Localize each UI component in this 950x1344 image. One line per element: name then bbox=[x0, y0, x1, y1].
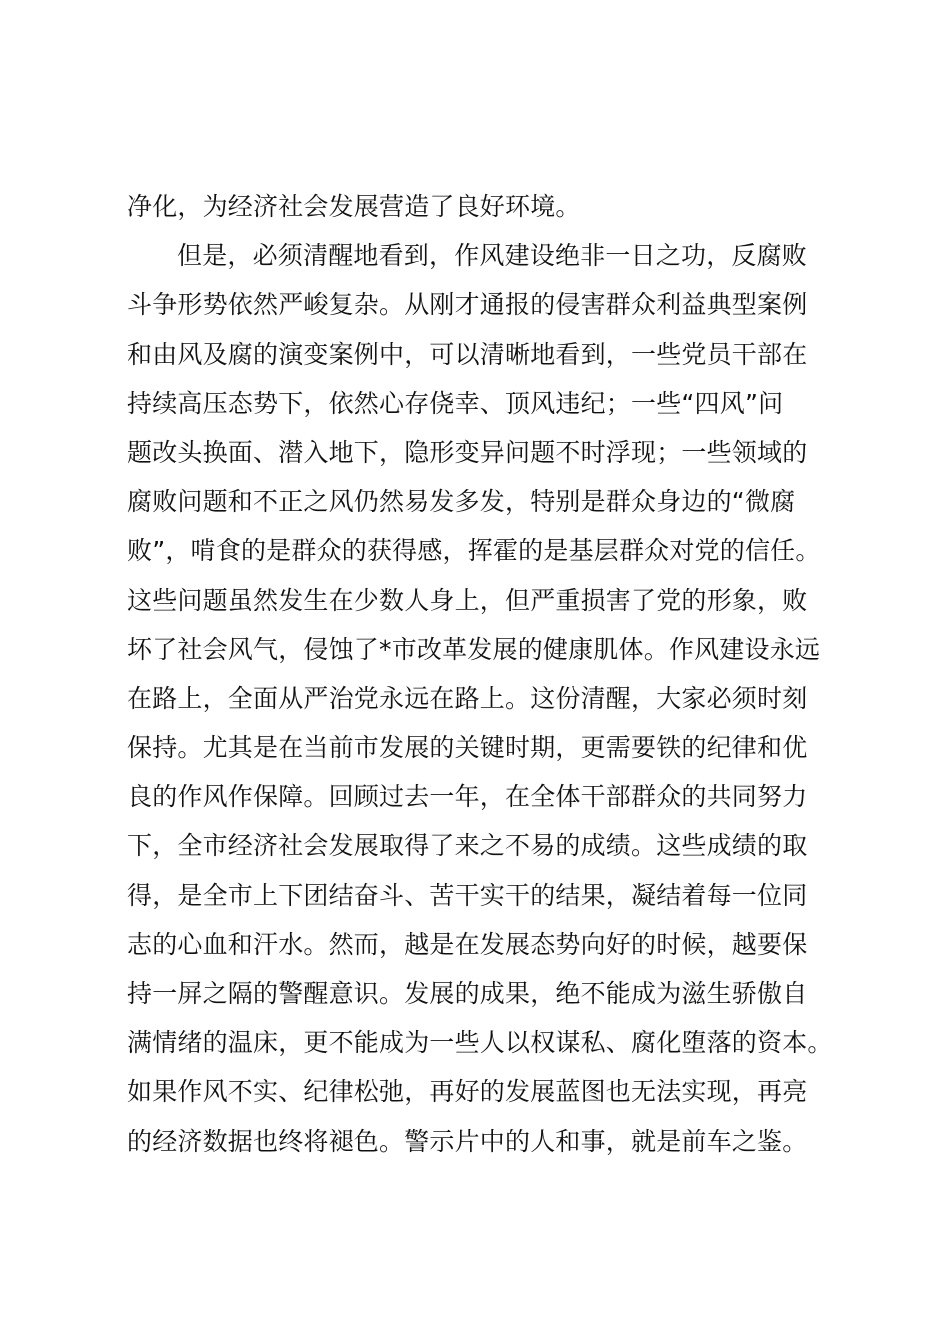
text-line: 持一屏之隔的警醒意识。发展的成果，绝不能成为滋生骄傲自 bbox=[127, 979, 808, 1008]
text-line: 题改头换面、潜入地下，隐形变异问题不时浮现；一些领域的 bbox=[127, 437, 808, 467]
text-line: 在路上，全面从严治党永远在路上。这份清醒，大家必须时刻 bbox=[127, 683, 808, 713]
body-text bbox=[127, 182, 847, 1166]
text-line: 败”，啃食的是群众的获得感，挥霍的是基层群众对党的信任。 bbox=[127, 536, 821, 566]
text-line: 但是，必须清醒地看到，作风建设绝非一日之功，反腐败 bbox=[177, 241, 808, 271]
text-line: 志的心血和汗水。然而，越是在发展态势向好的时候，越要保 bbox=[127, 929, 808, 959]
text-line: 持续高压态势下，依然心存侥幸、顶风违纪；一些“四风”问 bbox=[127, 388, 784, 418]
text-line: 满情绪的温床，更不能成为一些人以权谋私、腐化堕落的资本。 bbox=[127, 1028, 833, 1058]
text-line: 这些问题虽然发生在少数人身上，但严重损害了党的形象，败 bbox=[127, 585, 808, 615]
text-line: 斗争形势依然严峻复杂。从刚才通报的侵害群众利益典型案例 bbox=[127, 290, 808, 320]
text-line: 下，全市经济社会发展取得了来之不易的成绩。这些成绩的取 bbox=[127, 831, 808, 861]
text-line: 保持。尤其是在当前市发展的关键时期，更需要铁的纪律和优 bbox=[127, 733, 808, 763]
text-line: 坏了社会风气，侵蚀了*市改革发展的健康肌体。作风建设永远 bbox=[127, 634, 821, 664]
text-line: 净化，为经济社会发展营造了良好环境。 bbox=[127, 192, 581, 221]
text-line: 良的作风作保障。回顾过去一年，在全体干部群众的共同努力 bbox=[127, 782, 808, 812]
text-line: 的经济数据也终将褪色。警示片中的人和事，就是前车之鉴。 bbox=[127, 1126, 808, 1156]
text-line: 如果作风不实、纪律松弛，再好的发展蓝图也无法实现，再亮 bbox=[127, 1077, 808, 1107]
text-line: 和由风及腐的演变案例中，可以清晰地看到，一些党员干部在 bbox=[127, 339, 808, 369]
text-line: 腐败问题和不正之风仍然易发多发，特别是群众身边的“微腐 bbox=[127, 487, 796, 517]
text-line: 得，是全市上下团结奋斗、苦干实干的结果，凝结着每一位同 bbox=[127, 880, 808, 910]
